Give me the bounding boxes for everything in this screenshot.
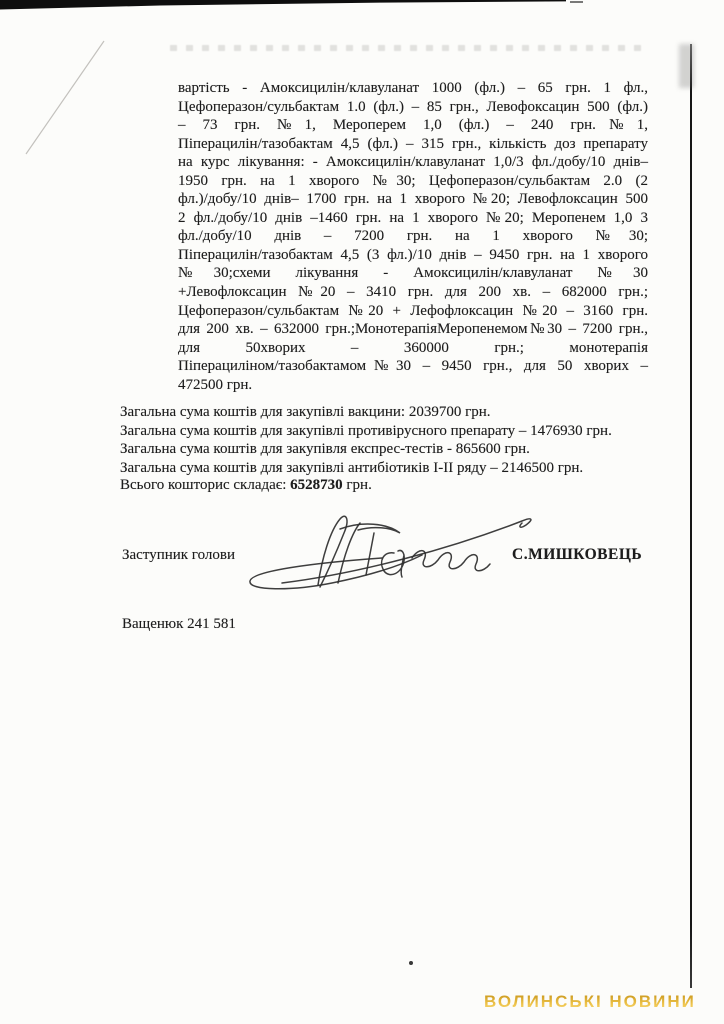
paragraph-line: вартість - Амоксицилін/клавуланат 1000 (фл.) – 65 грн. 1 фл.,	[178, 80, 648, 96]
scan-artifact-right-line	[690, 44, 692, 988]
signatory-title: Заступник голови	[122, 547, 235, 563]
paragraph-line: для 50хворих – 360000 грн.; монотерапія	[178, 339, 648, 356]
paragraph-line: Піперациліном/тазобактамом№30 – 9450 грн., для 50 хворих –	[178, 358, 648, 375]
scan-artifact-speck	[409, 961, 413, 965]
scan-artifact-top-edge	[0, 0, 724, 12]
total-prefix: Всього кошторис складає:	[120, 477, 291, 493]
handwritten-signature	[222, 503, 542, 613]
total-amount: 6528730	[290, 477, 343, 493]
news-watermark: ВОЛИНСЬКІ НОВИНИ	[484, 992, 696, 1011]
summary-line: Загальна сума коштів для закупівлі антибіотиків І-ІІ ряду – 2146500 грн.	[120, 459, 584, 476]
paragraph-line: фл./добу/10 днів – 7200 грн. на 1 хворого №30;	[178, 228, 648, 245]
paragraph-line: Піперацилін/тазобактам 4,5 (фл.) – 315 грн., кількість доз препарату	[178, 135, 648, 152]
summary-line: Загальна сума коштів для закупівлі противірусного препарату – 1476930 грн.	[120, 422, 612, 439]
paragraph-line: Цефоперазон/сульбактам 1.0 (фл.) – 85 грн., Левофоксацин 500 (фл.)	[178, 98, 648, 115]
paragraph-line: Цефоперазон/сульбактам №20 + Лефофлоксацин №20 – 3160 грн.	[178, 302, 648, 319]
total-suffix: грн.	[342, 477, 372, 493]
paragraph-line: +Левофлоксацин №20 – 3410 грн. для 200 хв. – 682000 грн.;	[178, 284, 648, 301]
paragraph-line: 1950 грн. на 1 хворого №30; Цефоперазон/сульбактам 2.0 (2	[178, 172, 648, 189]
scan-artifact-right-smudge	[679, 44, 694, 88]
summary-line: Загальна сума коштів для закупівлі вакцини: 2039700 грн.	[120, 404, 491, 420]
paragraph-line: для 200 хв. – 632000 грн.;МонотерапіяМеропенемом№30 – 7200 грн.,	[178, 321, 648, 338]
summary-line: Загальна сума коштів для закупівля експрес-тестів - 865600 грн.	[120, 441, 530, 458]
paragraph-line: 2 фл./добу/10 днів –1460 грн. на 1 хворого №20; Меропенем 1,0 3	[178, 209, 648, 226]
summary-block	[120, 403, 680, 477]
body-paragraph	[178, 79, 648, 394]
paragraph-line: на курс лікування: - Амоксицилін/клавуланат 1,0/3 фл./добу/10 днів–	[178, 154, 648, 171]
paragraph-line: – 73 грн. №1, Мероперем 1,0 (фл.) – 240 грн.№1,	[178, 117, 648, 134]
contact-line: Ващенюк 241 581	[122, 616, 236, 632]
signatory-name: С.МИШКОВЕЦЬ	[512, 546, 643, 563]
scan-artifact-smudge-band	[170, 45, 645, 51]
paragraph-line: фл.)/добу/10 днів– 1700 грн. на 1 хворого №20; Левофлоксацин 500	[178, 191, 648, 208]
total-line	[120, 477, 372, 494]
paragraph-line: Піперацилін/тазобактам 4,5 (3 фл.)/10 днів – 9450 грн. на 1 хворого	[178, 246, 648, 263]
paragraph-line: 472500 грн.	[178, 376, 253, 393]
paragraph-line: №30;схеми лікування - Амоксицилін/клавуланат №30	[178, 265, 648, 282]
